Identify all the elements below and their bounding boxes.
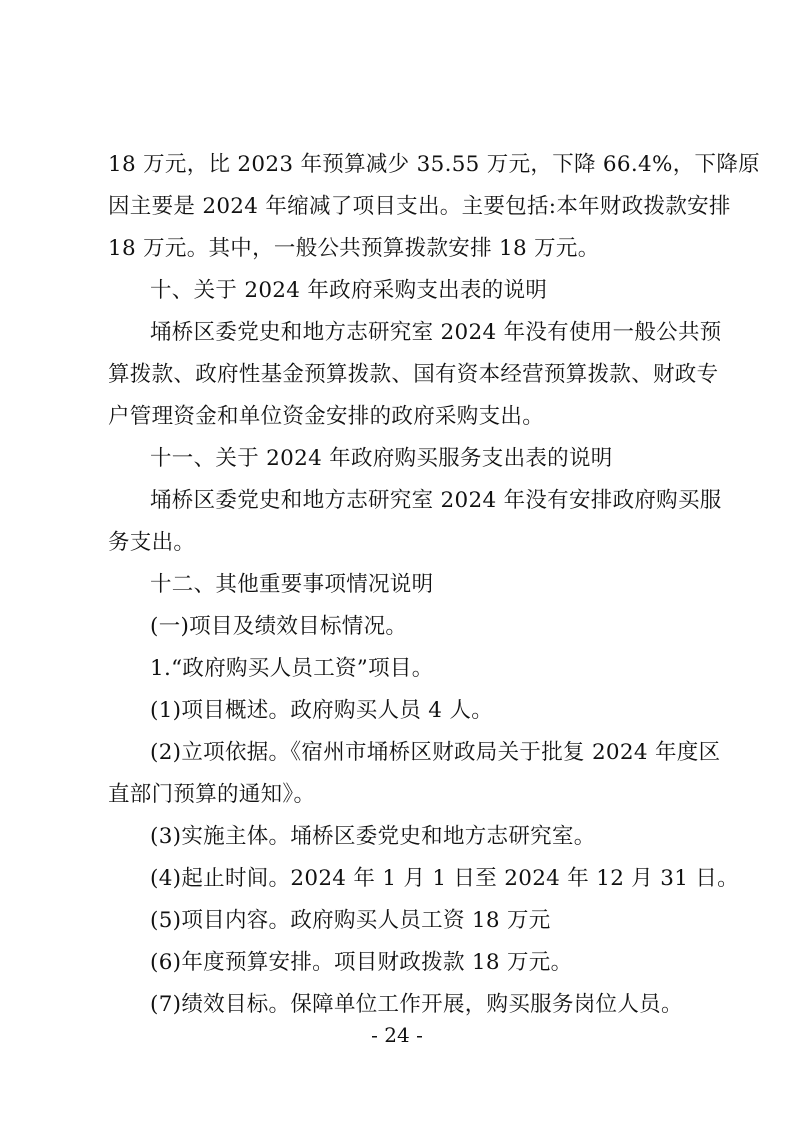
- text-line-3: 18 万元。其中，一般公共预算拨款安排 18 万元。: [108, 236, 600, 261]
- text-line-6: 算拨款、政府性基金预算拨款、国有资本经营预算拨款、财政专: [108, 362, 719, 387]
- project-basis-cont: 直部门预算的通知》。: [108, 782, 316, 807]
- text-line-9: 埇桥区委党史和地方志研究室 2024 年没有安排政府购买服: [150, 488, 722, 513]
- section-heading-10: 十、关于 2024 年政府采购支出表的说明: [150, 278, 548, 303]
- project-basis: (2)立项依据。《宿州市埇桥区财政局关于批复 2024 年度区: [150, 740, 721, 765]
- project-goal: (7)绩效目标。保障单位工作开展，购买服务岗位人员。: [150, 992, 683, 1017]
- project-content: (5)项目内容。政府购买人员工资 18 万元: [150, 908, 551, 933]
- subsection-heading-1: (一)项目及绩效目标情况。: [150, 614, 408, 639]
- text-line-7: 户管理资金和单位资金安排的政府采购支出。: [108, 404, 545, 429]
- project-budget: (6)年度预算安排。项目财政拨款 18 万元。: [150, 950, 573, 975]
- project-period: (4)起止时间。2024 年 1 月 1 日至 2024 年 12 月 31 日。: [150, 866, 739, 891]
- section-heading-12: 十二、其他重要事项情况说明: [150, 572, 434, 597]
- text-line-1: 18 万元，比 2023 年预算减少 35.55 万元，下降 66.4%，下降原: [108, 152, 760, 177]
- project-subject: (3)实施主体。埇桥区委党史和地方志研究室。: [150, 824, 596, 849]
- text-line-10: 务支出。: [108, 530, 196, 555]
- section-heading-11: 十一、关于 2024 年政府购买服务支出表的说明: [150, 446, 613, 471]
- project-title: 1.“政府购买人员工资”项目。: [150, 656, 434, 681]
- project-overview: (1)项目概述。政府购买人员 4 人。: [150, 698, 494, 723]
- text-line-2: 因主要是 2024 年缩减了项目支出。主要包括:本年财政拨款安排: [108, 194, 731, 219]
- page-number: - 24 -: [371, 1023, 423, 1047]
- text-line-5: 埇桥区委党史和地方志研究室 2024 年没有使用一般公共预: [150, 320, 722, 345]
